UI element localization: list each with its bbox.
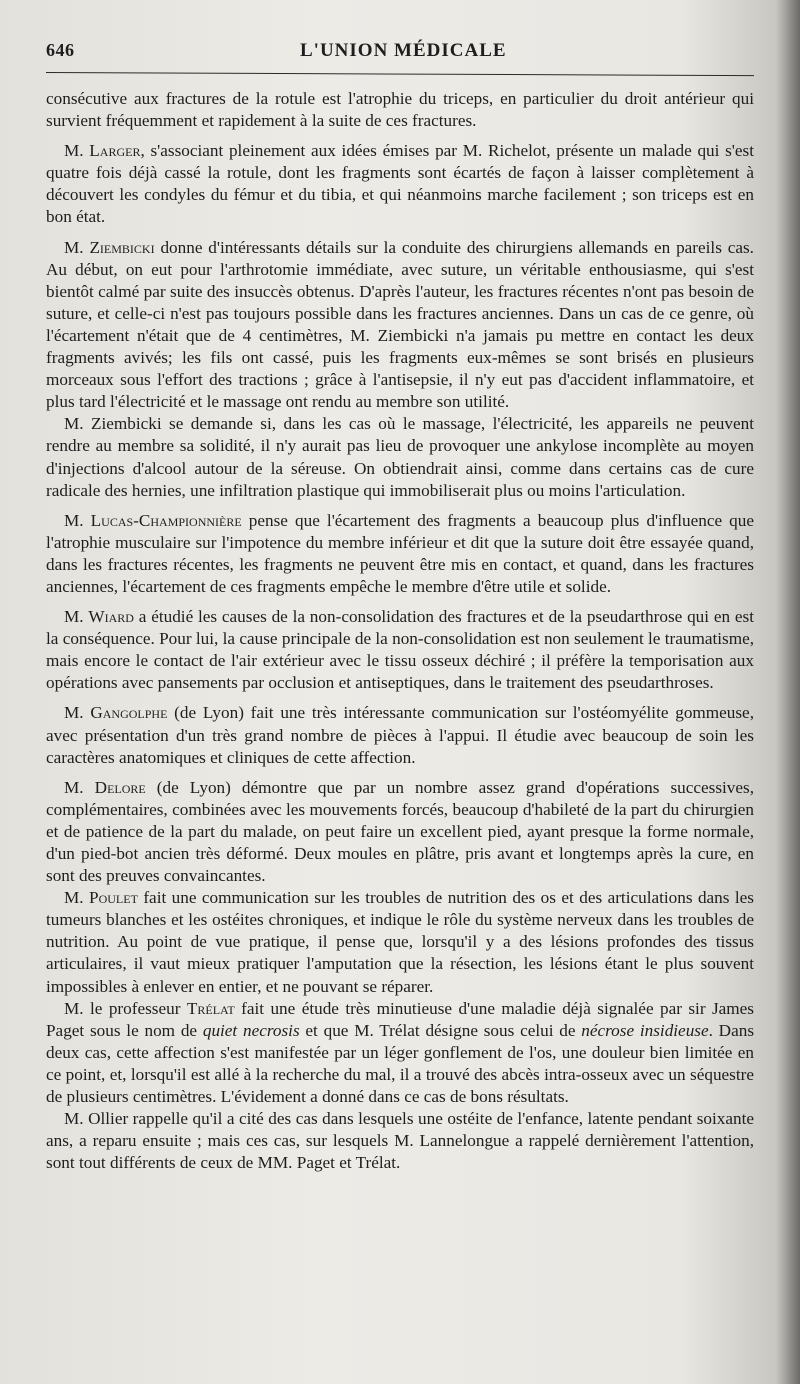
article-body — [46, 88, 754, 1174]
paragraph-larger — [46, 140, 754, 228]
paragraph-rotule-atrophie — [46, 88, 754, 132]
paragraph-ollier — [46, 1108, 754, 1174]
paragraph-ziembicki — [46, 237, 754, 414]
paragraph-text: fait une communication sur les troubles de nutrition des os et des articulations dans les tumeurs blanches et les ostéites chroniques, et indique le rôle du système nerveux dans les troubles de nutrition. Au point de vue pratique, il pense que, lorsqu'il y a des lésions profondes des tissus articulaires, il vaut mieux pratiquer l'amputation que la résection, les lésions étant le plus souvent impossibles à enlever en entier, et ne pouvant se réparer. — [46, 888, 754, 996]
speaker-name: Trélat — [186, 998, 235, 1018]
paragraph-gangolphe — [46, 702, 754, 768]
italic-term: nécrose insidieuse — [581, 1020, 709, 1040]
paragraph-ziembicki-ankylose — [46, 413, 754, 501]
speaker-name: Gangolphe — [90, 703, 168, 723]
paragraph-prefix: M. — [64, 888, 90, 908]
paragraph-text: a étudié les causes de la non-consolidation des fractures et de la pseudarthrose qui en est la conséquence. Pour lui, la cause principale de la non-consolidation est non seulement le traumatisme, mais encore le contact de l'air extérieur avec le tissu osseux déchiré ; il préfère la temporisation aux opérations avec pansements par occlusion et antiseptiques, dans le traitement des pseudarthroses. — [46, 607, 754, 693]
paragraph-text: consécutive aux fractures de la rotule est l'atrophie du triceps, en particulier du droit antérieur qui survient fréquemment et rapidement à la suite de ces fractures. — [46, 89, 754, 131]
speaker-name: Lucas-Championnière — [90, 510, 242, 530]
paragraph-prefix: M. — [64, 141, 90, 161]
page-header — [46, 40, 758, 66]
paragraph-prefix: M. le professeur — [64, 998, 187, 1018]
paragraph-text: (de Lyon) démontre que par un nombre assez grand d'opérations successives, complémentaires, combinées avec les mouvements forcés, beaucoup d'habileté de la part du chirurgien et de patience de la part du malade, on peut faire un excellent pied, ayant presque la forme normale, d'un pied-bot ancien très déformé. Deux moules en plâtre, pris avant et longtemps après la cure, en sont des preuves convaincantes. — [46, 777, 754, 886]
paragraph-text: et que M. Trélat désigne sous celui de — [299, 1020, 582, 1040]
speaker-name: Larger — [89, 141, 141, 161]
speaker-name: Delore — [94, 777, 146, 797]
paragraph-text: . Dans deux cas, cette affection s'est manifestée par un léger gonflement de l'os, une douleur bien limitée en ce point, et, lorsqu'il est allé à la recherche du mal, il a trouvé des abcès intra-osseux avec un séquestre de plusieurs centimètres. L'évidement a donné dans ce cas de bons résultats. — [46, 1020, 755, 1107]
paragraph-prefix: M. — [64, 237, 90, 257]
running-title: L'UNION MÉDICALE — [300, 40, 507, 61]
paragraph-text: M. Ziembicki se demande si, dans les cas où le massage, l'électricité, les appareils ne peuvent rendre au membre sa solidité, il n'y aurait pas lieu de provoquer une ankylose incomplète au moyen d'injections d'alcool autour de la séreuse. On obtiendrait ainsi, comme dans certains cas de cure radicale des hernies, une infiltration plastique qui immobiliserait plus ou moins l'articulation. — [46, 414, 754, 500]
paragraph-prefix: M. — [64, 777, 95, 797]
paragraph-text: , s'associant pleinement aux idées émises par M. Richelot, présente un malade qui s'est quatre fois déjà cassé la rotule, dont les fragments sont écartés de façon à laisser complètement à découvert les condyles du fémur et du tibia, et qui néanmoins marche facilement ; son triceps est en bon état. — [46, 141, 754, 227]
speaker-name: Wiard — [88, 607, 134, 627]
paragraph-text: fait une étude très minutieuse d'une maladie déjà signalée par sir James Paget sous le nom de — [46, 998, 754, 1040]
page-number: 646 — [46, 40, 75, 60]
paragraph-poulet — [46, 887, 754, 997]
paragraph-prefix: M. — [64, 607, 89, 627]
paragraph-text: pense que l'écartement des fragments a beaucoup plus d'influence que l'atrophie musculaire sur l'impotence du membre inférieur et dit que la suture doit être essayée quand, dans les fractures récentes, les fragments ne peuvent être mis en contact, et quand, dans les fractures anciennes, l'écartement de ces fragments empêche le membre d'être utile et solide. — [46, 510, 754, 596]
speaker-name: Ziembicki — [89, 237, 155, 257]
italic-term: quiet necrosis — [202, 1020, 300, 1040]
paragraph-trelat — [46, 998, 754, 1108]
paragraph-prefix: M. — [64, 510, 91, 530]
paragraph-text: donne d'intéressants détails sur la conduite des chirurgiens allemands en pareils cas. Au début, on eut pour l'arthrotomie immédiate, avec suture, un véritable enthousiasme, qui s'est bientôt calmé par suite des insuccès obtenus. D'après l'auteur, les fractures récentes n'ont pas besoin de suture, et celle-ci n'est pas toujours possible dans les fractures anciennes. Dans un cas de ce genre, où l'écartement n'était que de 4 centimètres, M. Ziembicki n'a jamais pu mettre en contact les deux fragments avivés; les fils ont cassé, puis les fragments eux-mêmes se sont brisés en plusieurs morceaux sous l'effort des tractions ; grâce à l'antisepsie, il n'y eut pas d'accident inflammatoire, et plus tard l'électricité et le massage ont rendu au membre son utilité. — [46, 237, 754, 412]
header-rule — [46, 72, 754, 76]
paragraph-wiard — [46, 606, 754, 694]
paragraph-delore — [46, 777, 754, 887]
paragraph-lucas-championniere — [46, 510, 754, 598]
speaker-name: Poulet — [89, 888, 138, 908]
paragraph-prefix: M. — [64, 703, 91, 723]
paragraph-text: M. Ollier rappelle qu'il a cité des cas dans lesquels une ostéite de l'enfance, latente pendant soixante ans, a reparu ensuite ; mais ces cas, sur lesquels M. Lannelongue a rappelé dernièrement l'attention, sont tout différents de ceux de MM. Paget et Trélat. — [46, 1109, 754, 1173]
paragraph-text: (de Lyon) fait une très intéressante communication sur l'ostéomyélite gommeuse, avec présentation d'un très grand nombre de pièces à l'appui. Il étudie avec beaucoup de soin les caractères anatomiques et cliniques de cette affection. — [46, 703, 754, 767]
